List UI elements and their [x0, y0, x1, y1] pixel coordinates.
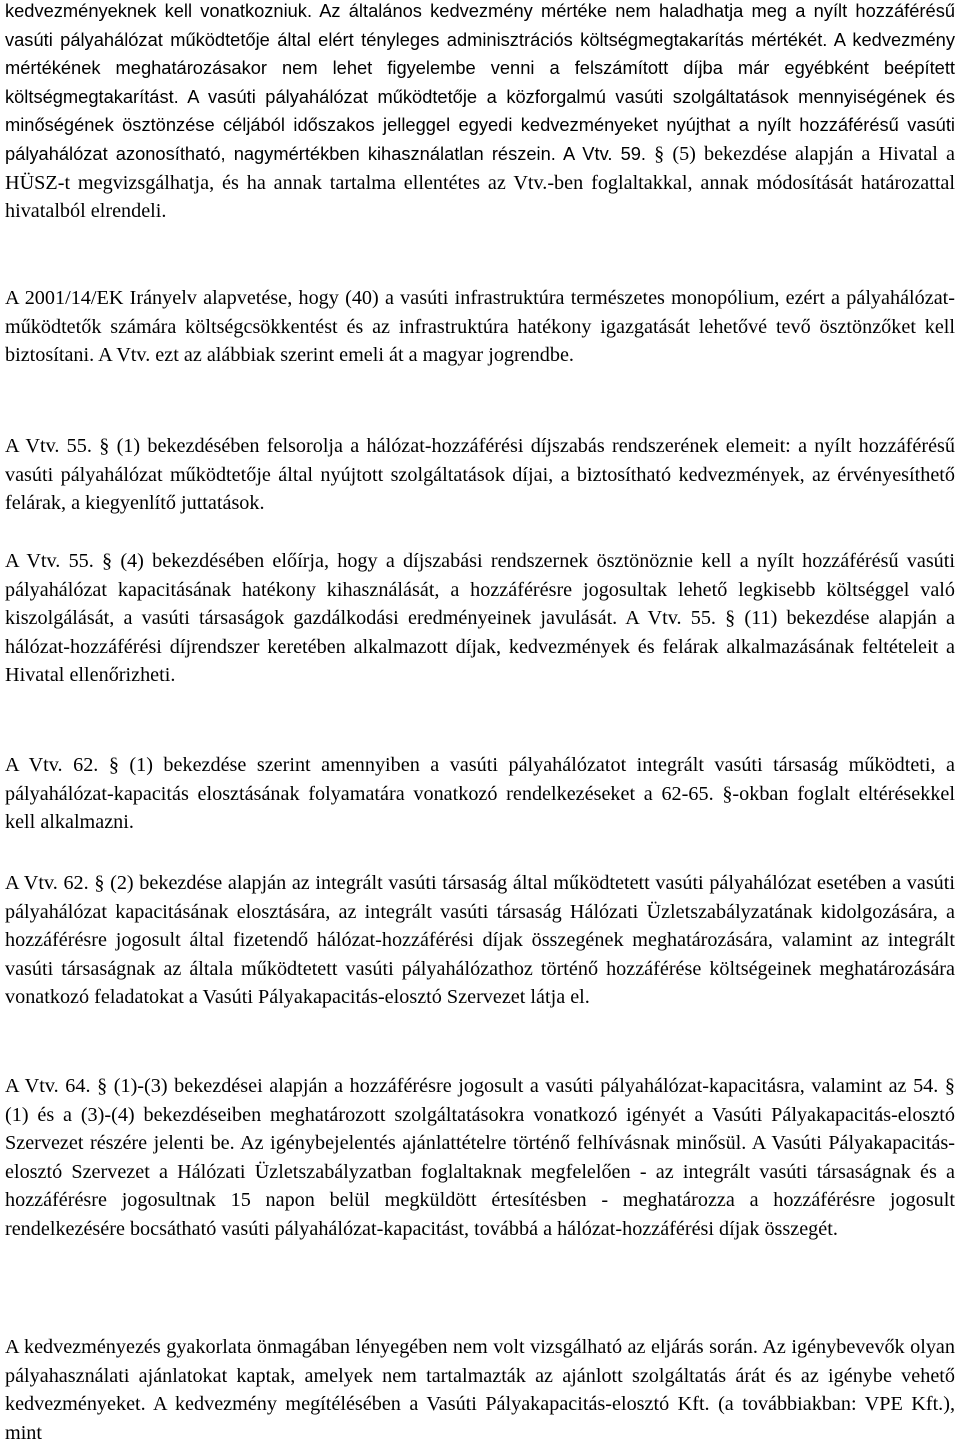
paragraph-discount-rules-sans-text: kedvezményeknek kell vonatkozniuk. Az általános kedvezmény mértéke nem haladhatja meg a nyílt hozzáférésű vasúti pályahálózat működtetője által elért tényleges adminisztrációs költségmegtakarítás mértékét. A kedvezmény mértékének meghatározásakor nem lehet figyelembe venni a felszámított díjba már egyébként beépített költségmegtakarítást. A vasúti pályahálózat működtetője a közforgalmú vasúti szolgáltatások mennyiségének és minőségének ösztönzése céljából időszakos jelleggel egyedi kedvezményeket nyújthat a nyílt hozzáférésű vasúti pályahálózat azonosítható, nagymértékben kihasználatlan részein. A Vtv. 59. [5, 0, 955, 164]
paragraph-vtv-55-1: A Vtv. 55. § (1) bekezdésében felsorolja a hálózat-hozzáférési díjszabás rendszerének elemeit: a nyílt hozzáférésű vasúti pályahálózat működtetője által nyújtott szolgáltatások díjai, a biztosítható kedvezmények, az érvényesíthető felárak, a kiegyenlítő juttatások. [5, 435, 955, 515]
paragraph-discount-rules-serif-text: § (5) bekezdése alapján a Hivatal a HÜSZ-t megvizsgálhatja, és ha annak tartalma ellentétes az Vtv.-ben foglaltakkal, annak módosítását határozattal hivatalból elrendeli. [5, 142, 955, 223]
paragraph-discount-rules [5, 0, 955, 226]
paragraph-vtv-55-4: A Vtv. 55. § (4) bekezdésében előírja, hogy a díjszabási rendszernek ösztönöznie kell a nyílt hozzáférésű vasúti pályahálózat kapacitásának hatékony kihasználását, a hozzáférésre jogosultak lehető legkisebb költséggel való kiszolgálását, a vasúti társaságok gazdálkodási eredményeinek javulását. A Vtv. 55. § (11) bekezdése alapján a hálózat-hozzáférési díjrendszer keretében alkalmazott díjak, kedvezmények és felárak alkalmazásának feltételeit a Hivatal ellenőrizheti. [5, 550, 955, 687]
paragraph-vtv-64: A Vtv. 64. § (1)-(3) bekezdései alapján a hozzáférésre jogosult a vasúti pályahálózat-kapacitásra, valamint az 54. § (1) és a (3)-(4) bekezdéseiben meghatározott szolgáltatásokra vonatkozó igényét a Vasúti Pályakapacitás-elosztó Szervezet részére jelenti be. Az igénybejelentés ajánlattételre történő felhívásnak minősül. A Vasúti Pályakapacitás-elosztó Szervezet a Hálózati Üzletszabályzatban foglaltaknak megfelelően - az integrált vasúti társaságnak és a hozzáférésre jogosultnak 15 napon belül megküldött értesítésben - meghatározza a hozzáférésre jogosult rendelkezésére bocsátható vasúti pályahálózat-kapacitást, továbbá a hálózat-hozzáférési díjak összegét. [5, 1075, 955, 1240]
paragraph-directive-basis: A 2001/14/EK Irányelv alapvetése, hogy (40) a vasúti infrastruktúra természetes monopólium, ezért a pályahálózat-működtetők számára költségcsökkentést és az infrastruktúra hatékony igazgatását lehetővé tevő ösztönzőket kell biztosítani. A Vtv. ezt az alábbiak szerint emeli át a magyar jogrendbe. [5, 287, 955, 367]
paragraph-vtv-62-2: A Vtv. 62. § (2) bekezdése alapján az integrált vasúti társaság által működtetett vasúti pályahálózat esetében a vasúti pályahálózat kapacitásának elosztására, az integrált vasúti társaság Hálózati Üzletszabályzatának kidolgozására, a hozzáférésre jogosult által fizetendő hálózat-hozzáférési díjak összegének meghatározására, valamint az integrált vasúti társaságnak az általa működtetett vasúti pályahálózathoz történő hozzáférése költségeinek meghatározására vonatkozó feladatokat a Vasúti Pályakapacitás-elosztó Szervezet látja el. [5, 872, 955, 1009]
paragraph-discount-practice: A kedvezményezés gyakorlata önmagában lényegében nem volt vizsgálható az eljárás során. Az igénybevevők olyan pályahasználati ajánlatokat kaptak, amelyek nem tartalmazták az ajánlott szolgáltatás árát és az igénybe vehető kedvezményeket. A kedvezmény megítélésében a Vasúti Pályakapacitás-elosztó Kft. (a továbbiakban: VPE Kft.), mint [5, 1336, 955, 1444]
paragraph-vtv-62-1: A Vtv. 62. § (1) bekezdése szerint amennyiben a vasúti pályahálózatot integrált vasúti társaság működteti, a pályahálózat-kapacitás elosztásának folyamatára vonatkozó rendelkezéseket a 62-65. §-okban foglalt eltérésekkel kell alkalmazni. [5, 754, 955, 834]
